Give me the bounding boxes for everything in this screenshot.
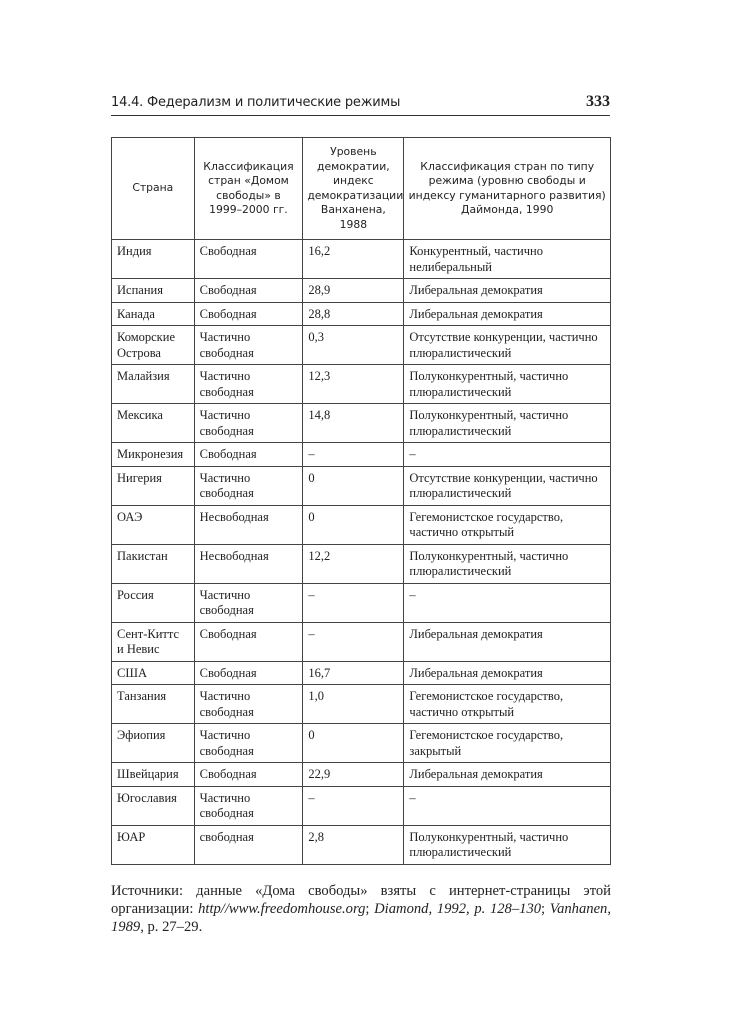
header-vanhanen: Уровень демократии, индекс демократизации Ванханена, 1988 [303, 138, 404, 240]
page-number: 333 [586, 93, 610, 110]
cell-diamond: Либеральная демократия [404, 279, 611, 303]
cell-freedom-house: Частично свободная [194, 583, 303, 622]
cell-vanhanen: 28,9 [303, 279, 404, 303]
cell-diamond: – [404, 443, 611, 467]
cell-vanhanen: 14,8 [303, 404, 404, 443]
cell-freedom-house: Частично свободная [194, 786, 303, 825]
separator: ; [365, 901, 375, 917]
table-row [112, 326, 611, 365]
chapter-title: 14.4. Федерализм и политические режимы [111, 95, 401, 110]
header-country: Страна [112, 138, 195, 240]
cell-country: Россия [112, 583, 195, 622]
cell-country: Швейцария [112, 763, 195, 787]
cell-country: Сент-Киттс и Невис [112, 622, 195, 661]
footnote-url: http//www.freedomhouse.org [198, 901, 366, 917]
cell-vanhanen: – [303, 786, 404, 825]
cell-freedom-house: Частично свободная [194, 685, 303, 724]
cell-country: Югославия [112, 786, 195, 825]
cell-diamond: Либеральная демократия [404, 302, 611, 326]
cell-diamond: Конкурентный, частично нелиберальный [404, 240, 611, 279]
cell-country: Танзания [112, 685, 195, 724]
table-row [112, 544, 611, 583]
table-header-row [112, 138, 611, 240]
table-row [112, 443, 611, 467]
table-row [112, 505, 611, 544]
table-row [112, 240, 611, 279]
cell-diamond: Полуконкурентный, частично плюралистический [404, 365, 611, 404]
table-row [112, 786, 611, 825]
cell-freedom-house: Частично свободная [194, 724, 303, 763]
cell-freedom-house: Свободная [194, 443, 303, 467]
table-row [112, 622, 611, 661]
cell-country: Микронезия [112, 443, 195, 467]
cell-vanhanen: 12,2 [303, 544, 404, 583]
cell-country: Мексика [112, 404, 195, 443]
cell-country: Коморские Острова [112, 326, 195, 365]
cell-freedom-house: Частично свободная [194, 365, 303, 404]
footnote-vanhanen: Vanhanen, 1989 [111, 901, 612, 935]
countries-table [111, 137, 611, 865]
footnote-diamond: Diamond, 1992, p. 128–130 [374, 901, 542, 917]
cell-freedom-house: Несвободная [194, 505, 303, 544]
cell-freedom-house: Свободная [194, 661, 303, 685]
cell-diamond: – [404, 786, 611, 825]
table-row [112, 279, 611, 303]
cell-diamond: Гегемонистское государство, частично открытый [404, 685, 611, 724]
cell-freedom-house: Частично свободная [194, 326, 303, 365]
cell-freedom-house: Частично свободная [194, 404, 303, 443]
separator: ; [541, 901, 550, 917]
cell-country: Канада [112, 302, 195, 326]
cell-country: США [112, 661, 195, 685]
table-row [112, 404, 611, 443]
cell-vanhanen: 0 [303, 724, 404, 763]
cell-vanhanen: 28,8 [303, 302, 404, 326]
cell-vanhanen: – [303, 443, 404, 467]
cell-country: Испания [112, 279, 195, 303]
table-row [112, 302, 611, 326]
table-row [112, 825, 611, 864]
cell-diamond: Гегемонистское государство, закрытый [404, 724, 611, 763]
cell-country: ЮАР [112, 825, 195, 864]
table-row [112, 763, 611, 787]
cell-vanhanen: 1,0 [303, 685, 404, 724]
cell-vanhanen: – [303, 583, 404, 622]
cell-diamond: Полуконкурентный, частично плюралистический [404, 404, 611, 443]
sources-footnote [111, 882, 611, 936]
table-row [112, 583, 611, 622]
cell-vanhanen: 12,3 [303, 365, 404, 404]
cell-country: Нигерия [112, 466, 195, 505]
cell-country: Малайзия [112, 365, 195, 404]
cell-country: Пакистан [112, 544, 195, 583]
cell-diamond: Отсутствие конкуренции, частично плюралистический [404, 326, 611, 365]
cell-freedom-house: Свободная [194, 763, 303, 787]
cell-vanhanen: 22,9 [303, 763, 404, 787]
footnote-pages: , р. 27–29. [140, 919, 203, 935]
cell-country: Индия [112, 240, 195, 279]
header-diamond: Классификация стран по типу режима (уровню свободы и индексу гуманитарного развития) Даймонда, 1990 [404, 138, 611, 240]
cell-diamond: Гегемонистское государство, частично открытый [404, 505, 611, 544]
cell-diamond: Полуконкурентный, частично плюралистический [404, 825, 611, 864]
cell-freedom-house: свободная [194, 825, 303, 864]
cell-vanhanen: 0 [303, 466, 404, 505]
footnote-text: Источники: данные «Дома свободы» взяты с интернет-страницы этой организации: [111, 883, 611, 917]
cell-vanhanen: 2,8 [303, 825, 404, 864]
running-head [111, 93, 610, 116]
table-row [112, 685, 611, 724]
cell-country: ОАЭ [112, 505, 195, 544]
cell-diamond: Полуконкурентный, частично плюралистический [404, 544, 611, 583]
cell-freedom-house: Несвободная [194, 544, 303, 583]
cell-diamond: Либеральная демократия [404, 763, 611, 787]
cell-vanhanen: 16,7 [303, 661, 404, 685]
table-row [112, 365, 611, 404]
header-freedom-house: Классификация стран «Домом свободы» в 1999–2000 гг. [194, 138, 303, 240]
cell-vanhanen: – [303, 622, 404, 661]
cell-freedom-house: Свободная [194, 622, 303, 661]
cell-diamond: – [404, 583, 611, 622]
cell-diamond: Либеральная демократия [404, 661, 611, 685]
table-row [112, 466, 611, 505]
cell-freedom-house: Частично свободная [194, 466, 303, 505]
table-row [112, 661, 611, 685]
cell-freedom-house: Свободная [194, 279, 303, 303]
cell-vanhanen: 0,3 [303, 326, 404, 365]
cell-vanhanen: 16,2 [303, 240, 404, 279]
cell-freedom-house: Свободная [194, 240, 303, 279]
cell-country: Эфиопия [112, 724, 195, 763]
cell-vanhanen: 0 [303, 505, 404, 544]
cell-freedom-house: Свободная [194, 302, 303, 326]
table-row [112, 724, 611, 763]
cell-diamond: Либеральная демократия [404, 622, 611, 661]
cell-diamond: Отсутствие конкуренции, частично плюралистический [404, 466, 611, 505]
